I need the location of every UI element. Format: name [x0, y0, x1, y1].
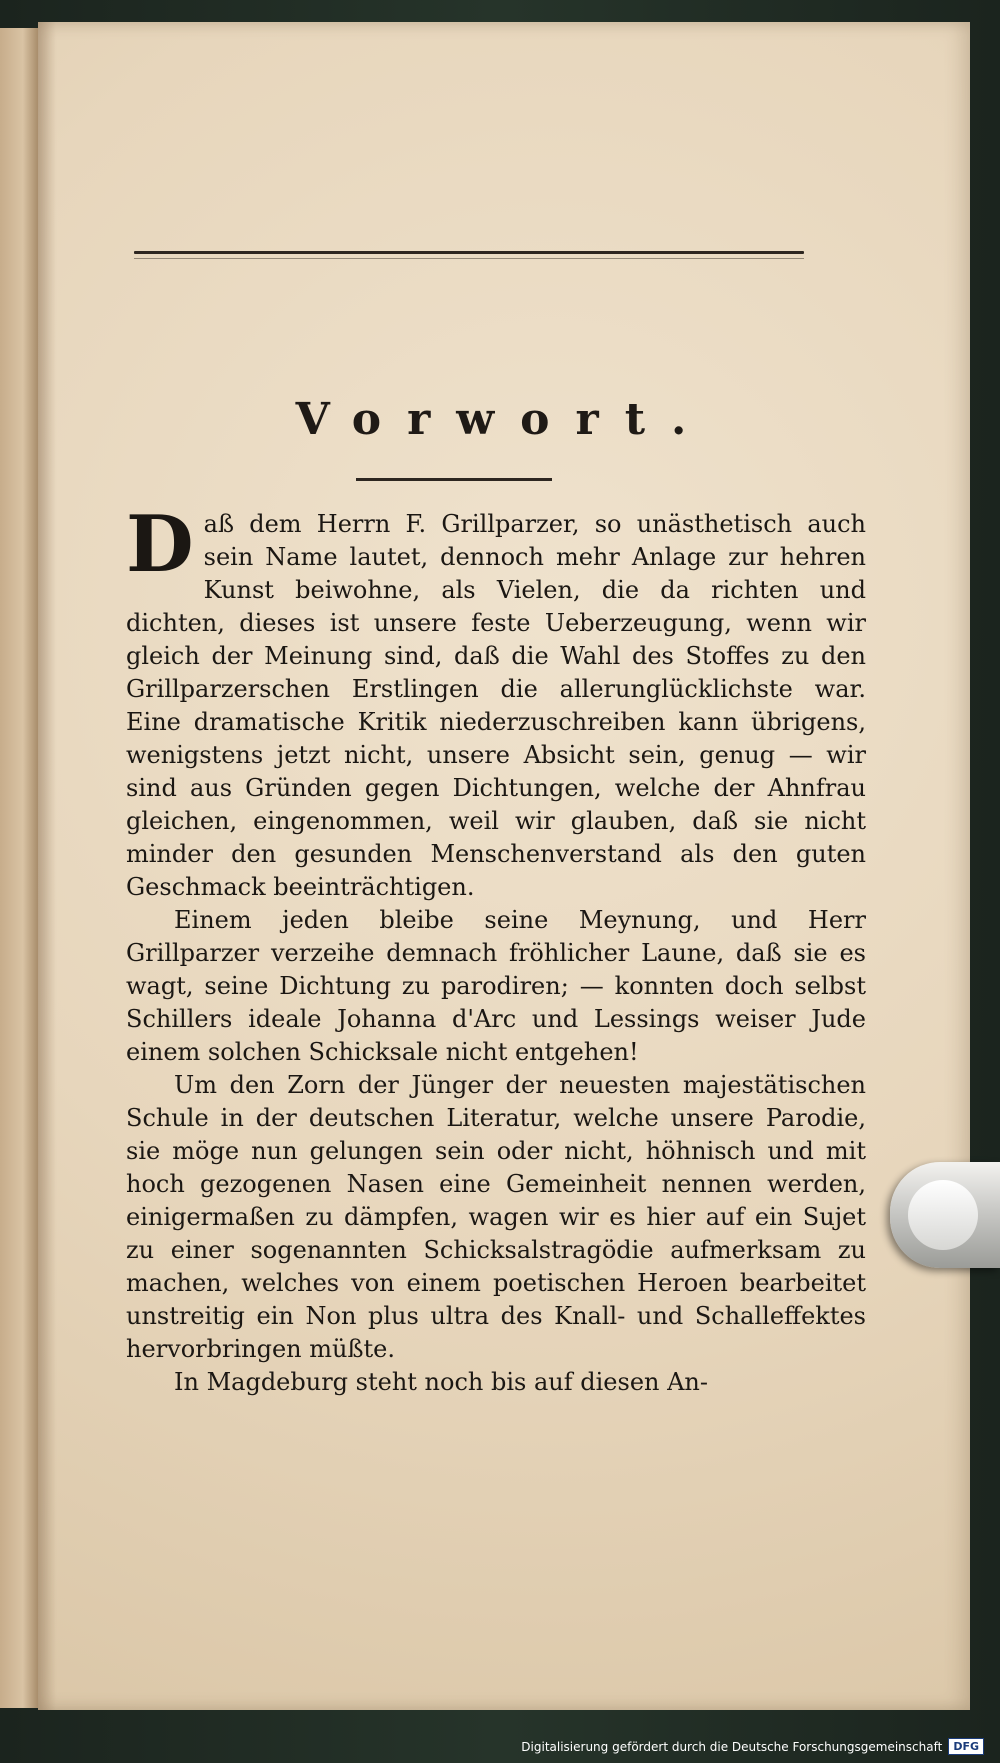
paragraph-1-text: aß dem Herrn F. Grillparzer, so unästhetisch auch sein Name lautet, dennoch mehr Anlage zur hehren Kunst beiwohne, als Vielen, die da richten und dichten, dieses ist unsere feste Ueberzeugung, wenn wir gleich der Meinung sind, daß die Wahl des Stoffes zu den Grillparzerschen Erstlingen die allerunglücklichste war. Eine dramatische Kritik niederzuschreiben kann übrigens, wenigstens jetzt nicht, unsere Absicht sein, genug — wir sind aus Gründen gegen Dichtungen, welche der Ahnfrau gleichen, eingenommen, weil wir glauben, daß sie nicht minder den gesunden Menschenverstand als den guten Geschmack beeinträchtigen.: [126, 510, 866, 901]
title-underline: [356, 478, 552, 481]
paragraph-1: [126, 499, 866, 904]
page-clip: [890, 1162, 1000, 1268]
credit-text: Digitalisierung gefördert durch die Deutsche Forschungsgemeinschaft: [521, 1739, 943, 1754]
drop-cap: D: [126, 499, 194, 590]
previous-page-edge: [0, 28, 40, 1708]
dfg-logo: DFG: [948, 1738, 984, 1755]
page-title: Vorwort.: [295, 394, 713, 445]
paragraph-3: Um den Zorn der Jünger der neuesten majestätischen Schule in der deutschen Literatur, welche unsere Parodie, sie möge nun gelungen sein oder nicht, höhnisch und mit hoch gezogenen Nasen eine Gemeinheit nennen werden, einigermaßen zu dämpfen, wagen wir es hier auf ein Sujet zu einer sogenannten Schicksalstragödie aufmerksam zu machen, welches von einem poetischen Heroen bearbeitet unstreitig ein Non plus ultra des Knall- und Schalleffektes hervorbringen müßte.: [126, 1071, 866, 1363]
paragraph-2: Einem jeden bleibe seine Meynung, und Herr Grillparzer verzeihe demnach fröhlicher Laune, daß sie es wagt, seine Dichtung zu parodiren; — konnten doch selbst Schillers ideale Johanna d'Arc und Lessings weiser Jude einem solchen Schicksale nicht entgehen!: [126, 906, 866, 1066]
paragraph-4: In Magdeburg steht noch bis auf diesen An-: [174, 1368, 708, 1396]
digitization-credit: [521, 1738, 984, 1755]
body-text: [126, 499, 866, 1399]
book-page: [38, 22, 970, 1710]
top-ornamental-rule: [134, 251, 804, 254]
